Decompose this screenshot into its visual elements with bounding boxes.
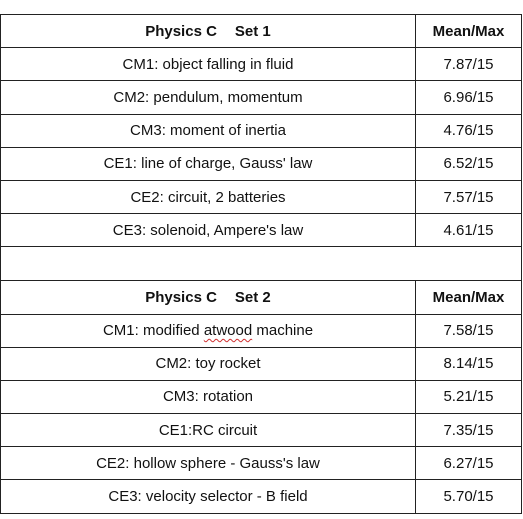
score-cell: 7.35/15 [416, 414, 522, 447]
table-row [1, 314, 522, 347]
spellcheck-flagged-word: atwood [203, 322, 253, 340]
topic-cell [1, 314, 416, 347]
set-2-title [1, 281, 416, 314]
score-cell: 6.52/15 [416, 147, 522, 180]
table-row [1, 114, 522, 147]
set-1-header-row [1, 15, 522, 48]
score-cell: 5.70/15 [416, 480, 522, 513]
set-1-label: Set 1 [234, 22, 271, 40]
score-cell: 7.58/15 [416, 314, 522, 347]
score-cell: 7.57/15 [416, 180, 522, 213]
set-2-label: Set 2 [234, 288, 271, 306]
topic-cell: CM3: moment of inertia [1, 114, 416, 147]
topic-cell: CM2: pendulum, momentum [1, 81, 416, 114]
set-2-score-header: Mean/Max [416, 281, 522, 314]
score-cell: 4.76/15 [416, 114, 522, 147]
spacer-cell [1, 247, 522, 281]
table-row [1, 81, 522, 114]
score-cell: 4.61/15 [416, 214, 522, 247]
topic-cell: CE2: hollow sphere - Gauss's law [1, 447, 416, 480]
topic-cell: CM2: toy rocket [1, 347, 416, 380]
score-cell: 5.21/15 [416, 380, 522, 413]
topic-cell: CE3: velocity selector - B field [1, 480, 416, 513]
set-1-score-header: Mean/Max [416, 15, 522, 48]
set-1-title [1, 15, 416, 48]
table-row [1, 180, 522, 213]
score-cell: 7.87/15 [416, 48, 522, 81]
topic-prefix: CM1: modified [102, 322, 204, 340]
score-cell: 6.96/15 [416, 81, 522, 114]
set-2-header-row [1, 281, 522, 314]
table-row [1, 214, 522, 247]
topic-cell: CM1: object falling in fluid [1, 48, 416, 81]
scores-sheet [0, 14, 519, 514]
set-2-course: Physics C [145, 288, 217, 306]
table-row [1, 447, 522, 480]
score-cell: 8.14/15 [416, 347, 522, 380]
table-row [1, 347, 522, 380]
topic-cell: CE3: solenoid, Ampere's law [1, 214, 416, 247]
table-row [1, 48, 522, 81]
topic-suffix: machine [252, 322, 314, 340]
topic-cell: CE1: line of charge, Gauss' law [1, 147, 416, 180]
spacer-row [1, 247, 522, 281]
scores-table [0, 14, 522, 514]
topic-cell: CE2: circuit, 2 batteries [1, 180, 416, 213]
table-row [1, 480, 522, 513]
topic-cell: CE1:RC circuit [1, 414, 416, 447]
set-1-course: Physics C [145, 22, 217, 40]
table-row [1, 380, 522, 413]
table-row [1, 147, 522, 180]
topic-cell: CM3: rotation [1, 380, 416, 413]
table-row [1, 414, 522, 447]
score-cell: 6.27/15 [416, 447, 522, 480]
